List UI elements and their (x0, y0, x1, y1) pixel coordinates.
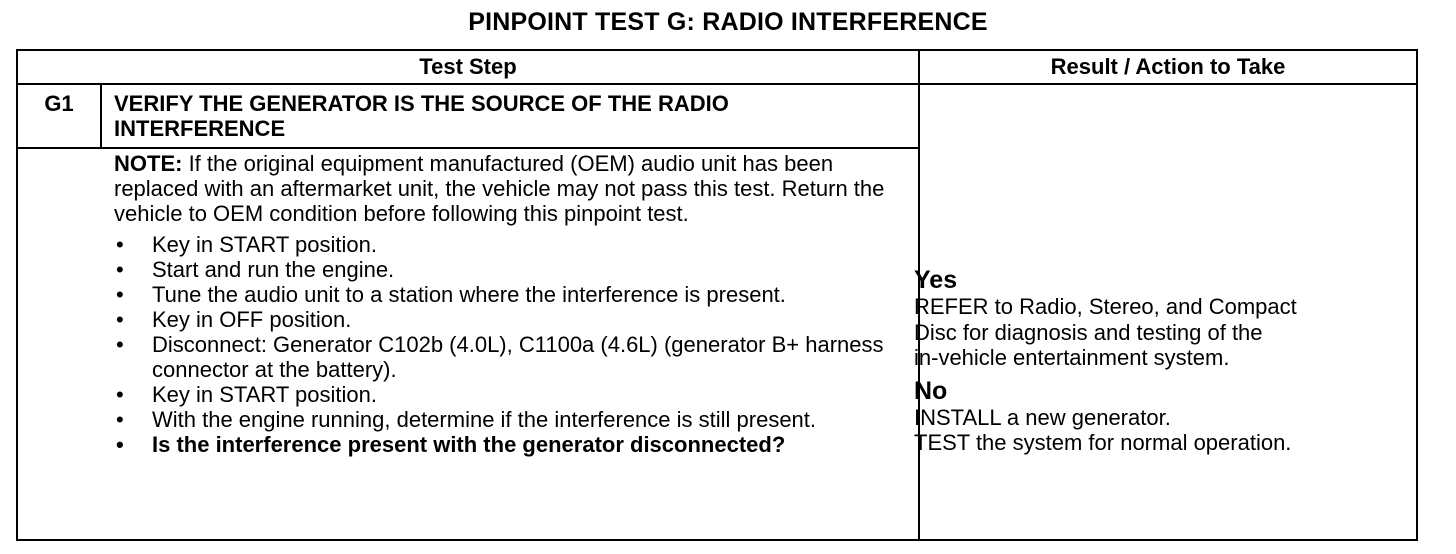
list-item (114, 257, 910, 282)
list-item-text: With the engine running, determine if the interference is still present. (152, 407, 817, 432)
list-item (114, 307, 910, 332)
result-no-line: INSTALL a new generator. (914, 404, 1171, 430)
page-title: PINPOINT TEST G: RADIO INTERFERENCE (468, 8, 988, 36)
list-item-text: Start and run the engine. (152, 257, 395, 282)
list-item-text: Tune the audio unit to a station where the interference is present. (152, 282, 786, 307)
list-item (114, 382, 910, 407)
result-yes-line: Disc for diagnosis and testing of the (914, 319, 1263, 345)
test-question (114, 432, 910, 457)
bullet-icon: • (116, 407, 124, 432)
step-heading: VERIFY THE GENERATOR IS THE SOURCE OF THE RADIO INTERFERENCE (114, 91, 729, 141)
list-item (114, 332, 910, 382)
result-yes-line: in-vehicle entertainment system. (914, 345, 1230, 370)
step-instructions-list (114, 232, 910, 457)
bullet-icon: • (116, 432, 124, 457)
list-item (114, 407, 910, 432)
list-item (114, 282, 910, 307)
result-yes (914, 266, 1384, 371)
step-id: G1 (44, 91, 74, 116)
header-result-action: Result / Action to Take (1050, 54, 1286, 79)
step-body (114, 151, 910, 457)
list-item-text: Disconnect: Generator C102b (4.0L), C1100a (4.6L) (generator B+ harness connector at the battery). (152, 332, 884, 382)
step-id-divider (100, 85, 102, 147)
bullet-icon: • (116, 332, 124, 357)
result-actions (914, 266, 1384, 456)
note-paragraph (114, 151, 910, 226)
bullet-icon: • (116, 282, 124, 307)
result-no-line: TEST the system for normal operation. (914, 430, 1292, 455)
result-yes-label: Yes (914, 266, 958, 294)
list-item-text: Key in OFF position. (152, 307, 352, 332)
list-item-text: Key in START position. (152, 382, 377, 407)
bullet-icon: • (116, 232, 124, 257)
bullet-icon: • (116, 257, 124, 282)
note-text: If the original equipment manufactured (OEM) audio unit has been replaced with an aftermarket unit, the vehicle may not pass this test. Return the vehicle to OEM condition before following this pinpoint test. (114, 151, 885, 226)
table-header-row (18, 51, 1416, 85)
header-test-step: Test Step (419, 54, 517, 79)
list-item (114, 232, 910, 257)
step-heading-divider (18, 147, 918, 149)
result-no-label: No (914, 376, 948, 405)
bullet-icon: • (116, 382, 124, 407)
list-item-text: Key in START position. (152, 232, 377, 257)
result-yes-line: REFER to Radio, Stereo, and Compact (914, 294, 1297, 319)
note-label: NOTE: (114, 151, 183, 176)
result-no (914, 377, 1384, 456)
bullet-icon: • (116, 307, 124, 332)
test-question-text: Is the interference present with the generator disconnected? (152, 432, 786, 457)
